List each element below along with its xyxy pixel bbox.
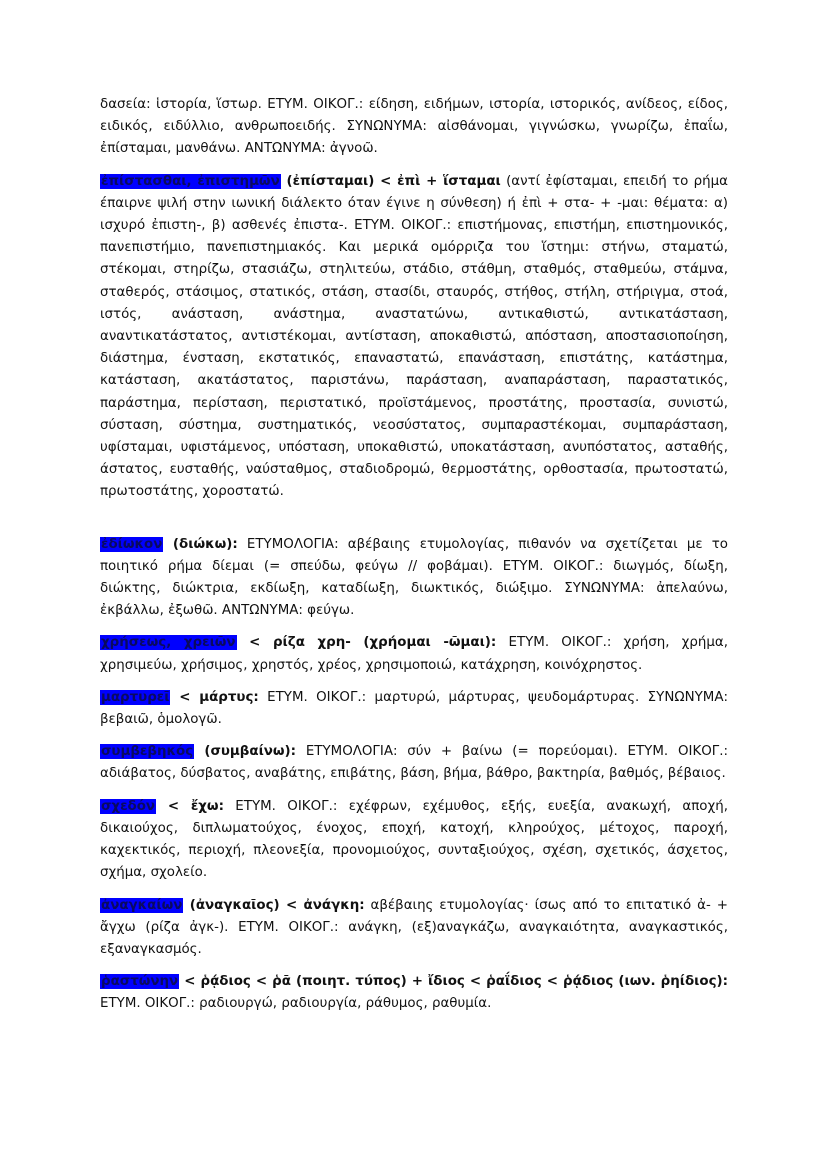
highlighted-headword: ἐπίστασθαι, ἐπιστημῶν <box>101 173 280 189</box>
entry-schedon <box>100 796 728 885</box>
entry-istoria <box>100 94 728 161</box>
entry-text: δασεία: ἱστορία, ἵστωρ. ΕΤΥΜ. ΟΙΚΟΓ.: είδηση, ειδήμων, ιστορία, ιστορικός, ανίδεος, είδος, ειδικός, ειδύλλιο, ανθρωποειδής. ΣΥΝΩΝΥΜΑ: αἰσθάνομαι, γιγνώσκω, γνωρίζω, ἐπαΐω, ἐπίσταμαι, μανθάνω. ΑΝΤΩΝΥΜΑ: ἀγνοῶ. <box>100 97 728 157</box>
entry-derivation: (συμβαίνω): <box>194 744 297 760</box>
entry-rastonen <box>100 971 728 1015</box>
highlighted-headword: σχεδόν <box>101 798 156 814</box>
highlighted-headword: ῥαστώνην <box>101 974 179 990</box>
document-page <box>100 94 728 1026</box>
highlighted-headword: ἀναγκαίων <box>101 897 183 913</box>
entry-ediokon <box>100 534 728 623</box>
entry-derivation: (ἀναγκαῖος) < ἀνάγκη: <box>183 897 365 913</box>
entry-epistasthai <box>100 171 728 504</box>
entry-text: ΕΤΥΜ. ΟΙΚΟΓ.: εχέφρων, εχέμυθος, εξής, ευεξία, ανακωχή, αποχή, δικαιούχος, διπλωματούχος, ένοχος, εποχή, κατοχή, κληρούχος, μέτοχος, παροχή, καχεκτικός, περιοχή, πλεονεξία, προνομιούχος, συνταξιούχος, σχέση, σχετικός, άσχετος, σχήμα, σχολείο. <box>100 798 728 881</box>
highlighted-headword: ἐδίωκον <box>101 536 163 552</box>
entry-text: (αντί ἐφίσταμαι, επειδή το ρήμα έπαιρνε ψιλή στην ιωνική διάλεκτο όταν έγινε η σύνθεση) ή ἐπὶ + στα- + -μαι: θέματα: α) ισχυρό ἐπιστη-, β) ασθενές ἐπιστα-. ΕΤΥΜ. ΟΙΚΟΓ.: επιστήμονας, επιστήμη, επιστημονικός, πανεπιστήμιο, πανεπιστημιακός. Και μερικά ομόρριζα του ἵστημι: στήνω, σταματώ, στέκομαι, στηρίζω, στασιάζω, στηλιτεύω, στάδιο, στάθμη, σταθμός, σταθμεύω, στάμνα, σταθερός, στάσιμος, στατικός, στάση, στασίδι, σταυρός, στήθος, στήλη, στήριγμα, στοά, ιστός, ανάσταση, ανάστημα, αναστατώνω, αντικαθιστώ, αντικατάσταση, αναντικατάστατος, αντιστέκομαι, αντίσταση, αποκαθιστώ, απόσταση, αποστασιοποίηση, διάστημα, ένσταση, εκστατικός, επαναστατώ, επανάσταση, επιστάτης, κατάστημα, κατάσταση, ακατάστατος, παριστάνω, παράσταση, αναπαράσταση, παραστατικός, παράστημα, περίσταση, περιστατικό, προϊστάμενος, προστάτης, προστασία, συνιστώ, σύσταση, σύστημα, συστηματικός, νεοσύστατος, συμπαραστέκομαι, συμπαράσταση, υφίσταμαι, υφιστάμενος, υπόσταση, υποκαθιστώ, υποκατάσταση, ανυπόστατος, ασταθής, άστατος, ευσταθής, ναύσταθμος, σταδιοδρομώ, θερμοστάτης, ορθοστασία, πρωτοστατώ, πρωτοστάτης, χοροστατώ. <box>100 173 728 500</box>
entry-derivation: (διώκω): <box>163 536 238 552</box>
entry-symbebekos <box>100 741 728 785</box>
highlighted-headword: μαρτυρεῖ <box>101 689 170 705</box>
entry-derivation: < μάρτυς: <box>170 689 259 705</box>
entry-derivation: < ρίζα χρη- (χρήομαι -ῶμαι): <box>236 635 497 651</box>
entry-anankaion <box>100 895 728 962</box>
highlighted-headword: συμβεβηκός <box>101 744 194 760</box>
entry-derivation: (ἐπίσταμαι) < ἐπὶ + ἵσταμαι <box>280 173 501 189</box>
entry-text: ΕΤΥΜΟΛΟΓΙΑ: αβέβαιης ετυμολογίας, πιθανόν να σχετίζεται με το ποιητικό ρήμα δίεμαι (= σπεύδω, φεύγω // φοβάμαι). ΕΤΥΜ. ΟΙΚΟΓ.: διωγμός, δίωξη, διώκτης, διώκτρια, εκδίωξη, καταδίωξη, διωκτικός, διώξιμο. ΣΥΝΩΝΥΜΑ: ἀπελαύνω, ἐκβάλλω, ἐξωθῶ. ΑΝΤΩΝΥΜΑ: φεύγω. <box>100 536 728 619</box>
entry-martyrei <box>100 687 728 731</box>
entry-text: ΕΤΥΜ. ΟΙΚΟΓ.: χρήση, χρήμα, χρησιμεύω, χρήσιμος, χρηστός, χρέος, χρησιμοποιώ, κατάχρηση, κοινόχρηστος. <box>100 635 728 673</box>
entry-text: ΕΤΥΜ. ΟΙΚΟΓ.: μαρτυρώ, μάρτυρας, ψευδομάρτυρας. ΣΥΝΩΝΥΜΑ: βεβαιῶ, ὁμολογῶ. <box>100 689 728 728</box>
entry-text: ΕΤΥΜΟΛΟΓΙΑ: σύν + βαίνω (= πορεύομαι). ΕΤΥΜ. ΟΙΚΟΓ.: αδιάβατος, δύσβατος, αναβάτης, επιβάτης, βάση, βήμα, βάθρο, βακτηρία, βαθμός, βέβαιος. <box>100 744 729 782</box>
entry-text: αβέβαιης ετυμολογίας· ίσως από το επιτατικό ἀ- + ἄγχω (ρίζα ἀγκ-). ΕΤΥΜ. ΟΙΚΟΓ.: ανάγκη, (εξ)αναγκάζω, αναγκαιότητα, αναγκαστικός, εξαναγκασμός. <box>100 897 728 957</box>
entry-text: ΕΤΥΜ. ΟΙΚΟΓ.: ραδιουργώ, ραδιουργία, ράθυμος, ραθυμία. <box>100 996 492 1012</box>
highlighted-headword: χρήσεως, χρειῶν <box>101 635 236 651</box>
entry-derivation: < ῥᾴδιος < ῥᾶ (ποιητ. τύπος) + ἴδιος < ῥαΐδιος < ῥᾴδιος (ιων. ῥηίδιος): <box>179 974 728 990</box>
entry-derivation: < ἔχω: <box>156 798 224 814</box>
entry-chreseos <box>100 632 728 676</box>
